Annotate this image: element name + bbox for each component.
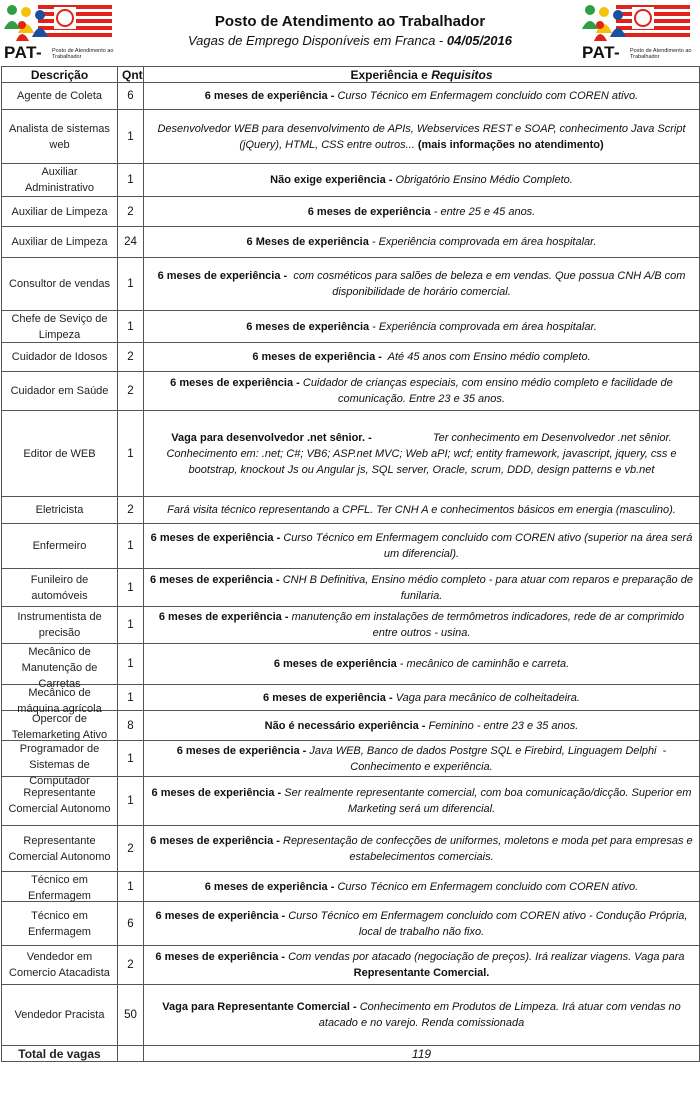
- subtitle-place: Vagas de Emprego Disponíveis em Franca: [187, 33, 436, 48]
- total-label: Total de vagas: [2, 1046, 118, 1062]
- requirement-details: Desenvolvedor WEB para desenvolvimento de APIs, Webservices REST e SOAP, conhecimento Java Script (jQuery), HTML, CSS entre outros...: [157, 122, 689, 151]
- table-row: [2, 311, 700, 343]
- job-requirements-text: [150, 349, 693, 365]
- job-quantity: 6: [118, 83, 144, 110]
- job-title-text: Mecânico de máquina agrícola: [17, 687, 102, 715]
- job-requirements-text: [150, 502, 693, 518]
- job-requirements: [144, 607, 700, 644]
- table-row: [2, 685, 700, 711]
- experience-requirement: 6 Meses de experiência: [246, 236, 369, 248]
- job-title-text: Técnico em Enfermagem: [28, 909, 91, 938]
- job-title: [2, 569, 118, 607]
- job-quantity: 1: [118, 164, 144, 197]
- job-requirements-text: [150, 879, 693, 895]
- table-row: [2, 164, 700, 197]
- pat-people-flag-icon: [2, 3, 114, 47]
- experience-requirement: 6 meses de experiência: [307, 205, 431, 218]
- table-row: [2, 411, 700, 497]
- job-requirements-text: [150, 572, 697, 604]
- requirement-details: Feminino - entre 23 e 35 anos.: [425, 719, 579, 732]
- job-title: [2, 497, 118, 524]
- job-quantity: 2: [118, 826, 144, 872]
- column-header-req-a: Experiência e: [350, 67, 432, 82]
- job-requirements: [144, 985, 700, 1046]
- job-quantity: 1: [118, 110, 144, 164]
- logo-subtext: Posto de Atendimento ao Trabalhador: [52, 48, 114, 60]
- table-row: [2, 946, 700, 985]
- job-quantity: 24: [118, 227, 144, 258]
- jobs-table: [1, 66, 700, 1062]
- table-row: [2, 902, 700, 946]
- job-title-text: Vendedor Pracista: [14, 1009, 105, 1021]
- job-title-text: Representante Comercial Autonomo: [8, 834, 111, 863]
- job-title: [2, 902, 118, 946]
- job-requirements: [144, 258, 700, 311]
- job-requirements-text: [150, 999, 693, 1031]
- job-requirements: [144, 826, 700, 872]
- job-requirements-text: [150, 833, 696, 865]
- job-requirements: [144, 524, 700, 569]
- requirement-extra: (mais informações no atendimento): [417, 138, 604, 151]
- experience-requirement: Não é necessário experiência -: [264, 719, 426, 732]
- table-row: [2, 607, 700, 644]
- requirement-details: Curso Técnico em Enfermagem concluido com COREN ativo.: [334, 880, 639, 893]
- job-requirements-text: [150, 172, 693, 188]
- job-quantity: 1: [118, 258, 144, 311]
- job-requirements: [144, 711, 700, 741]
- job-title-text: Agente de Coleta: [16, 90, 102, 102]
- requirement-details: manutenção em instalações de termômetros indicadores, rede de ar comprimido entre outros - usina.: [288, 611, 688, 639]
- job-requirements-text: [150, 234, 693, 250]
- job-quantity: 2: [118, 497, 144, 524]
- experience-requirement: 6 meses de experiência -: [204, 90, 335, 102]
- job-title: [2, 741, 118, 787]
- experience-requirement: 6 meses de experiência: [273, 658, 397, 670]
- job-title: [2, 83, 118, 110]
- table-row: [2, 227, 700, 258]
- table-row: [2, 372, 700, 411]
- pat-logo-left: [2, 3, 114, 63]
- job-quantity: 2: [118, 197, 144, 227]
- job-title-text: Eletricista: [35, 504, 84, 516]
- total-qnt-empty: [118, 1046, 144, 1062]
- job-requirements: [144, 741, 700, 777]
- pat-people-flag-icon: [580, 3, 692, 47]
- job-requirements: [144, 777, 700, 826]
- job-title-text: Consultor de vendas: [9, 278, 110, 290]
- job-title: [2, 258, 118, 311]
- experience-requirement: 6 meses de experiência -: [155, 951, 286, 963]
- experience-requirement: 6 meses de experiência -: [151, 787, 282, 799]
- job-requirements: [144, 497, 700, 524]
- job-title: [2, 110, 118, 164]
- experience-requirement: 6 meses de experiência -: [150, 573, 280, 586]
- table-row: [2, 826, 700, 872]
- job-quantity: 1: [118, 777, 144, 826]
- job-requirements-text: [150, 268, 693, 300]
- experience-requirement: 6 meses de experiência -: [158, 611, 289, 623]
- requirement-details: - entre 25 e 45 anos.: [430, 205, 536, 218]
- job-requirements-text: [150, 656, 693, 672]
- job-quantity: 2: [118, 372, 144, 411]
- job-requirements: [144, 164, 700, 197]
- experience-requirement: 6 meses de experiência -: [150, 532, 281, 544]
- job-requirements: [144, 644, 700, 685]
- requirement-details: Com vendas por atacado (negociação de preços). Irá realizar viagens. Vaga para: [285, 951, 688, 963]
- job-requirements: [144, 197, 700, 227]
- job-title: [2, 197, 118, 227]
- table-header-row: [2, 67, 700, 83]
- requirement-details: CNH B Definitiva, Ensino médio completo - para atuar com reparos e preparação de funilaria.: [279, 573, 697, 602]
- job-requirements: [144, 227, 700, 258]
- job-quantity: 1: [118, 741, 144, 777]
- requirement-details: - Experiência comprovada em área hospitalar.: [369, 320, 597, 333]
- experience-requirement: 6 meses de experiência -: [176, 744, 307, 757]
- job-title: [2, 826, 118, 872]
- job-requirements: [144, 872, 700, 902]
- job-title: [2, 872, 118, 902]
- job-requirements: [144, 83, 700, 110]
- job-title: [2, 607, 118, 644]
- job-title-text: Representante Comercial Autonomo: [8, 787, 111, 815]
- table-row: [2, 258, 700, 311]
- job-title-text: Auxiliar de Limpeza: [11, 236, 108, 248]
- table-row: [2, 524, 700, 569]
- experience-requirement: 6 meses de experiência -: [263, 691, 393, 704]
- job-requirements-text: [150, 530, 696, 562]
- subtitle-date: 04/05/2016: [446, 33, 512, 48]
- job-title-text: Mecânico de Manutenção de Carretas: [21, 646, 98, 690]
- job-title-text: Cuidador em Saúde: [10, 385, 109, 397]
- job-requirements: [144, 685, 700, 711]
- table-row: [2, 711, 700, 741]
- experience-requirement: 6 meses de experiência -: [170, 377, 300, 389]
- job-requirements: [144, 946, 700, 985]
- requirement-details: Curso Técnico em Enfermagem concluido com COREN ativo - Condução Própria, local de trabalho não fixo.: [285, 909, 691, 938]
- requirement-details: Fará visita técnico representando a CPFL. Ter CNH A e conhecimentos básicos em energia (masculino).: [167, 504, 676, 516]
- requirement-details: Curso Técnico em Enfermagem concluido com COREN ativo.: [334, 90, 639, 102]
- job-quantity: 1: [118, 607, 144, 644]
- job-requirements: [144, 343, 700, 372]
- page-subtitle: [120, 32, 580, 50]
- table-row: [2, 872, 700, 902]
- job-quantity: 8: [118, 711, 144, 741]
- job-quantity: 1: [118, 644, 144, 685]
- job-title: [2, 372, 118, 411]
- job-requirements-text: [150, 204, 693, 220]
- table-row: [2, 83, 700, 110]
- job-title: [2, 311, 118, 343]
- experience-requirement: Vaga para Representante Comercial -: [162, 1001, 357, 1013]
- logo-subtext: Posto de Atendimento ao Trabalhador: [630, 48, 692, 60]
- job-quantity: 1: [118, 524, 144, 569]
- total-row: [2, 1046, 700, 1062]
- job-title-text: Técnico em Enfermagem: [28, 874, 91, 902]
- job-title: [2, 227, 118, 258]
- job-requirements-text: [150, 430, 693, 478]
- job-title-text: Vendedor em Comercio Atacadista: [9, 951, 110, 979]
- table-row: [2, 644, 700, 685]
- column-header-desc: Descrição: [2, 67, 118, 83]
- job-title-text: Auxiliar de Limpeza: [11, 205, 108, 218]
- job-requirements-text: [150, 908, 693, 940]
- page-header: [0, 0, 700, 66]
- job-quantity: 6: [118, 902, 144, 946]
- job-requirements: [144, 902, 700, 946]
- table-row: [2, 569, 700, 607]
- job-title-text: Cuidador de Idosos: [11, 351, 108, 363]
- requirement-details: Representação de confecções de uniformes, moletons e moda pet para empresas e estabelecimentos comerciais.: [279, 834, 696, 863]
- job-requirements: [144, 569, 700, 607]
- requirement-details: Conhecimento em Produtos de Limpeza. Irá atuar com vendas no atacado e no varejo. Renda comissionada: [318, 1001, 684, 1029]
- job-requirements-text: [150, 690, 693, 706]
- column-header-qnt: Qnt: [118, 67, 144, 83]
- job-title-text: Instrumentista de precisão: [17, 611, 102, 639]
- experience-requirement: 6 meses de experiência -: [252, 351, 382, 363]
- job-title: [2, 946, 118, 985]
- table-row: [2, 110, 700, 164]
- job-title-text: Funileiro de automóveis: [30, 573, 89, 602]
- job-requirements-text: [150, 718, 693, 734]
- job-title: [2, 524, 118, 569]
- logo-text: PAT-: [4, 43, 43, 62]
- job-title: [2, 343, 118, 372]
- experience-requirement: 6 meses de experiência: [246, 320, 370, 333]
- subtitle-separator: -: [435, 33, 447, 48]
- requirement-details: Ter conhecimento em Desenvolvedor .net sênior. Conhecimento em: .net; C#; VB6; ASP.net MVC; Web aPI; wcf; entity framework, javascript, jquery, css e bootstrap, knockout Js ou Angular js, SQL server, Oracle, scrum, DDD, design patterns e vb.net: [166, 431, 680, 476]
- title-block: [120, 12, 580, 50]
- table-row: [2, 741, 700, 777]
- job-title: [2, 644, 118, 690]
- job-requirements: [144, 311, 700, 343]
- job-quantity: 2: [118, 946, 144, 985]
- job-quantity: 1: [118, 872, 144, 902]
- requirement-details: com cosméticos para salões de beleza e em vendas. Que possua CNH A/B com disponibilidade de horário comercial.: [287, 270, 689, 298]
- job-requirements: [144, 411, 700, 497]
- job-title-text: Analista de sistemas web: [9, 122, 110, 151]
- column-header-req-b: Requisitos: [431, 67, 493, 82]
- requirement-details: Até 45 anos com Ensino médio completo.: [381, 351, 591, 363]
- experience-requirement: 6 meses de experiência -: [204, 880, 335, 893]
- job-requirements-text: [150, 88, 693, 104]
- table-row: [2, 985, 700, 1046]
- job-title: [2, 411, 118, 497]
- job-quantity: 50: [118, 985, 144, 1046]
- job-requirements-text: [150, 949, 693, 981]
- experience-requirement: Não exige experiência -: [270, 174, 393, 186]
- column-header-req: [144, 67, 700, 83]
- job-requirements-text: [150, 743, 693, 775]
- table-row: [2, 777, 700, 826]
- job-title-text: Chefe de Seviço de Limpeza: [11, 313, 108, 341]
- job-title-text: Editor de WEB: [23, 447, 96, 460]
- job-requirements-text: [150, 785, 693, 817]
- requirement-details: - mecânico de caminhão e carreta.: [396, 658, 570, 670]
- job-title-text: Enfermeiro: [32, 540, 87, 552]
- experience-requirement: 6 meses de experiência -: [157, 270, 288, 282]
- job-title: [2, 985, 118, 1046]
- job-requirements-text: [150, 319, 693, 335]
- job-requirements: [144, 372, 700, 411]
- job-quantity: 1: [118, 685, 144, 711]
- table-row: [2, 343, 700, 372]
- job-requirements-text: [150, 121, 693, 153]
- job-requirements-text: [150, 609, 693, 641]
- requirement-details: Obrigatório Ensino Médio Completo.: [392, 174, 573, 186]
- pat-logo-right: [580, 3, 692, 63]
- requirement-details: Ser realmente representante comercial, com boa comunicação/dicção. Superior em Marketing será um diferencial.: [281, 787, 695, 815]
- job-quantity: 2: [118, 343, 144, 372]
- job-quantity: 1: [118, 569, 144, 607]
- table-row: [2, 197, 700, 227]
- requirement-details: - Experiência comprovada em área hospitalar.: [368, 236, 597, 248]
- job-quantity: 1: [118, 311, 144, 343]
- job-title-text: Auxiliar Administrativo: [24, 166, 95, 194]
- job-title-text: Programador de Sistemas de Computador: [19, 743, 100, 787]
- requirement-details: Vaga para mecânico de colheitadeira.: [392, 691, 580, 704]
- job-requirements-text: [150, 375, 693, 407]
- job-title-text: Opercor de Telemarketing Ativo: [11, 713, 108, 741]
- job-requirements: [144, 110, 700, 164]
- total-value: 119: [144, 1046, 700, 1062]
- table-row: [2, 497, 700, 524]
- requirement-extra: Representante Comercial.: [353, 967, 490, 979]
- job-title: [2, 685, 118, 715]
- logo-text: PAT-: [582, 43, 621, 62]
- experience-requirement: Vaga para desenvolvedor .net sênior. -: [171, 431, 372, 444]
- requirement-details: Curso Técnico em Enfermagem concluido com COREN ativo (superior na área será um diferencial).: [280, 532, 696, 560]
- experience-requirement: 6 meses de experiência -: [155, 909, 286, 922]
- experience-requirement: 6 meses de experiência -: [150, 834, 280, 847]
- page-title: Posto de Atendimento ao Trabalhador: [214, 13, 486, 30]
- job-title: [2, 164, 118, 197]
- requirement-details: Cuidador de crianças especiais, com ensino médio completo e facilidade de comunicação. Entre 23 e 35 anos.: [299, 377, 676, 405]
- job-quantity: 1: [118, 411, 144, 497]
- requirement-details: Java WEB, Banco de dados Postgre SQL e Firebird, Linguagem Delphi - Conhecimento e experiência.: [306, 744, 670, 773]
